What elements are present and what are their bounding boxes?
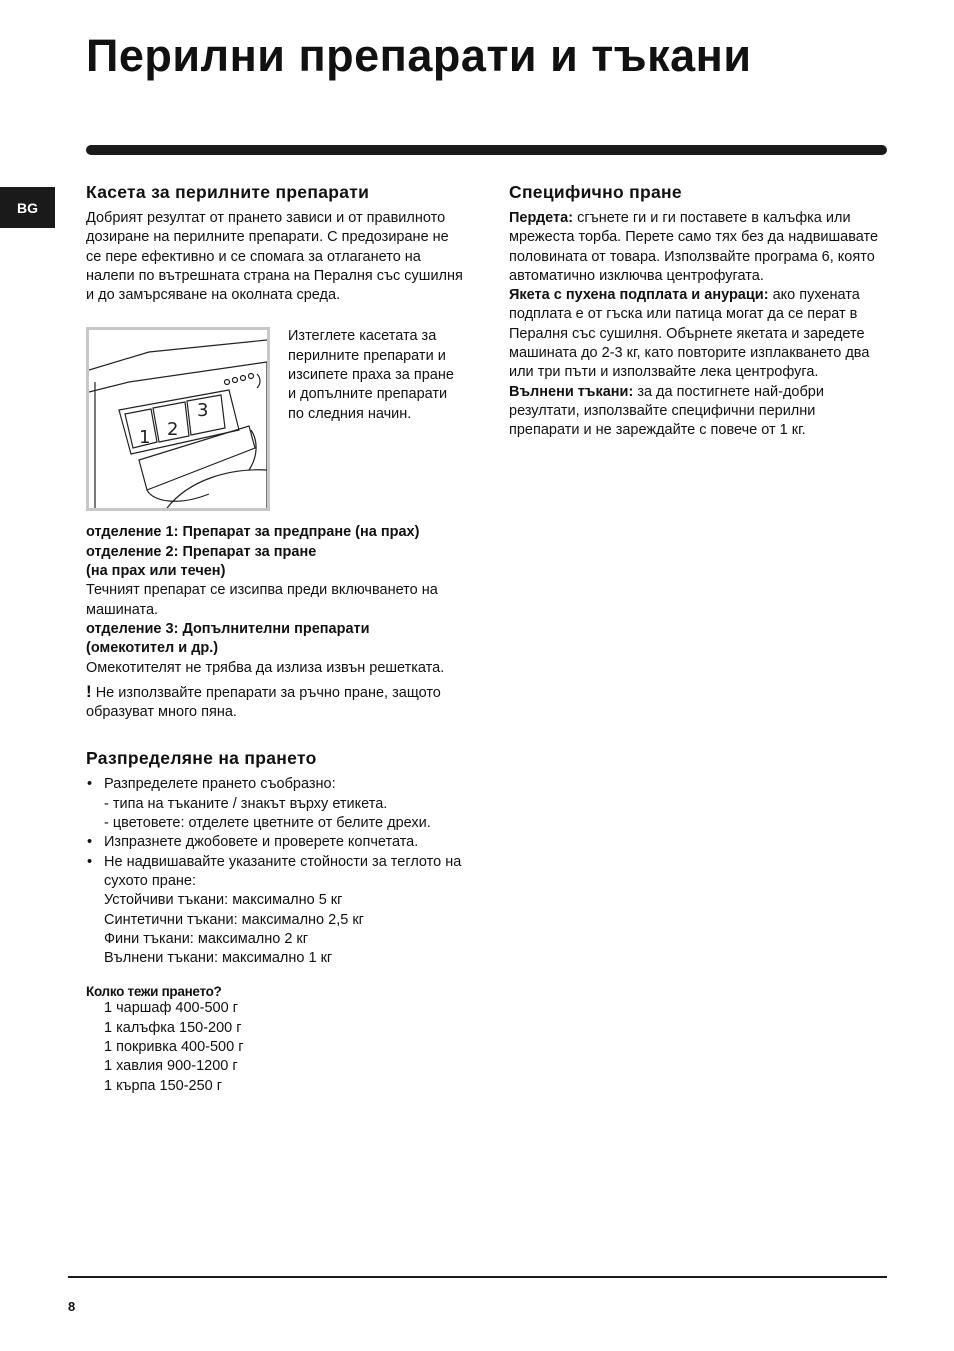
top-divider	[86, 145, 887, 155]
limit-line: Синтетични тъкани: максимално 2,5 кг	[104, 911, 364, 928]
bullet-1-sub-2: - цветовете: отделете цветните от белите дрехи.	[104, 815, 431, 832]
compartment-1-text: отделение 1: Препарат за предпране (на прах)	[86, 524, 420, 541]
language-tab: BG	[0, 187, 55, 228]
weights-heading: Колко тежи прането?	[86, 984, 222, 1000]
limit-line: Вълнени тъкани: максимално 1 кг	[104, 950, 333, 967]
warning-icon: !	[86, 681, 92, 701]
special-wash-heading: Специфично пране	[509, 182, 682, 202]
dispenser-heading: Касета за перилните препарати	[86, 182, 370, 202]
weight-item: 1 чаршаф 400-500 г	[104, 1000, 238, 1017]
dispenser-drawer-illustration	[86, 327, 270, 511]
warning-text: Не използвайте препарати за ръчно пране, защото образуват много пяна.	[86, 684, 441, 721]
compartment-3-title: отделение 3: Допълнителни препарати	[86, 620, 370, 637]
compartment-2-note: Течният препарат се изсипва преди включването на машината.	[86, 582, 438, 618]
distribution-list	[86, 775, 466, 968]
jackets-text: ако пухената подплата е от гъска или патица могат да се перат в Пералня със сушилня. Обърнете якетата и заредете машината до 2-3 кг, като повторите изплакването два или три пъти и използвайте лека центрофуга.	[509, 287, 870, 381]
page-title: Перилни препарати и тъкани	[86, 30, 752, 81]
weight-item: 1 покривка 400-500 г	[104, 1039, 244, 1056]
jackets-paragraph	[509, 286, 889, 382]
limit-line: Устойчиви тъкани: максимално 5 кг	[104, 892, 343, 909]
compartment-2-label: 2	[167, 419, 179, 441]
list-item	[86, 775, 466, 833]
weight-item: 1 хавлия 900-1200 г	[104, 1058, 238, 1075]
curtains-paragraph	[509, 209, 889, 286]
bullet-1-sub-1: - типа на тъканите / знакът върху етикета.	[104, 795, 388, 812]
weights-list	[86, 999, 466, 1095]
compartment-3-label: 3	[197, 400, 209, 422]
compartment-1-label: 1	[139, 427, 151, 449]
wool-label: Вълнени тъкани:	[509, 383, 634, 400]
wool-text: за да постигнете най-добри резултати, използвайте специфични перилни препарати и не зареждайте с повече от 1 кг.	[509, 383, 824, 439]
curtains-text: сгънете ги и ги поставете в калъфка или мрежеста торба. Перете само тях без да надвишавате половината от товара. Използвайте програма 6, която автоматично изключва центрофугата.	[509, 210, 879, 284]
list-item: • Изпразнете джобовете и проверете копчетата.	[86, 833, 466, 852]
dispenser-figure-row	[86, 327, 466, 511]
page-number: 8	[68, 1299, 76, 1314]
right-column	[509, 182, 889, 441]
left-column	[86, 182, 466, 1096]
jackets-label: Якета с пухена подплата и анураци:	[509, 287, 769, 304]
curtains-label: Пердета:	[509, 210, 574, 226]
list-item	[86, 853, 466, 969]
bottom-divider	[68, 1276, 887, 1278]
compartment-3-subtitle: (омекотител и др.)	[86, 640, 219, 657]
weight-item: 1 кърпа 150-250 г	[104, 1077, 223, 1094]
compartment-2-subtitle: (на прах или течен)	[86, 563, 226, 580]
compartment-2-title: отделение 2: Препарат за пране	[86, 543, 317, 560]
dispenser-intro: Добрият резултат от прането зависи и от правилното дозиране на перилните препарати. С предозиране не се пере ефективно и се спомага за отлагането на налепи по вътрешната страна на Пералня със сушилня и до замърсяване на околната среда.	[86, 210, 463, 304]
bullet-3-text: • Не надвишавайте указаните стойности за теглото на сухото пране:	[104, 853, 462, 889]
wool-paragraph	[509, 383, 889, 441]
figure-caption: Изтеглете касетата за перилните препарати и изсипете праха за пране и допълните препарати по следния начин.	[288, 328, 454, 422]
bullet-1-text: • Разпределете прането съобразно:	[104, 776, 336, 793]
warning-note	[86, 682, 466, 723]
weight-item: 1 калъфка 150-200 г	[104, 1019, 242, 1036]
limit-line: Фини тъкани: максимално 2 кг	[104, 930, 309, 947]
compartment-3-note: Омекотителят не трябва да излиза извън решетката.	[86, 659, 445, 676]
distribution-heading: Разпределяне на прането	[86, 748, 317, 769]
